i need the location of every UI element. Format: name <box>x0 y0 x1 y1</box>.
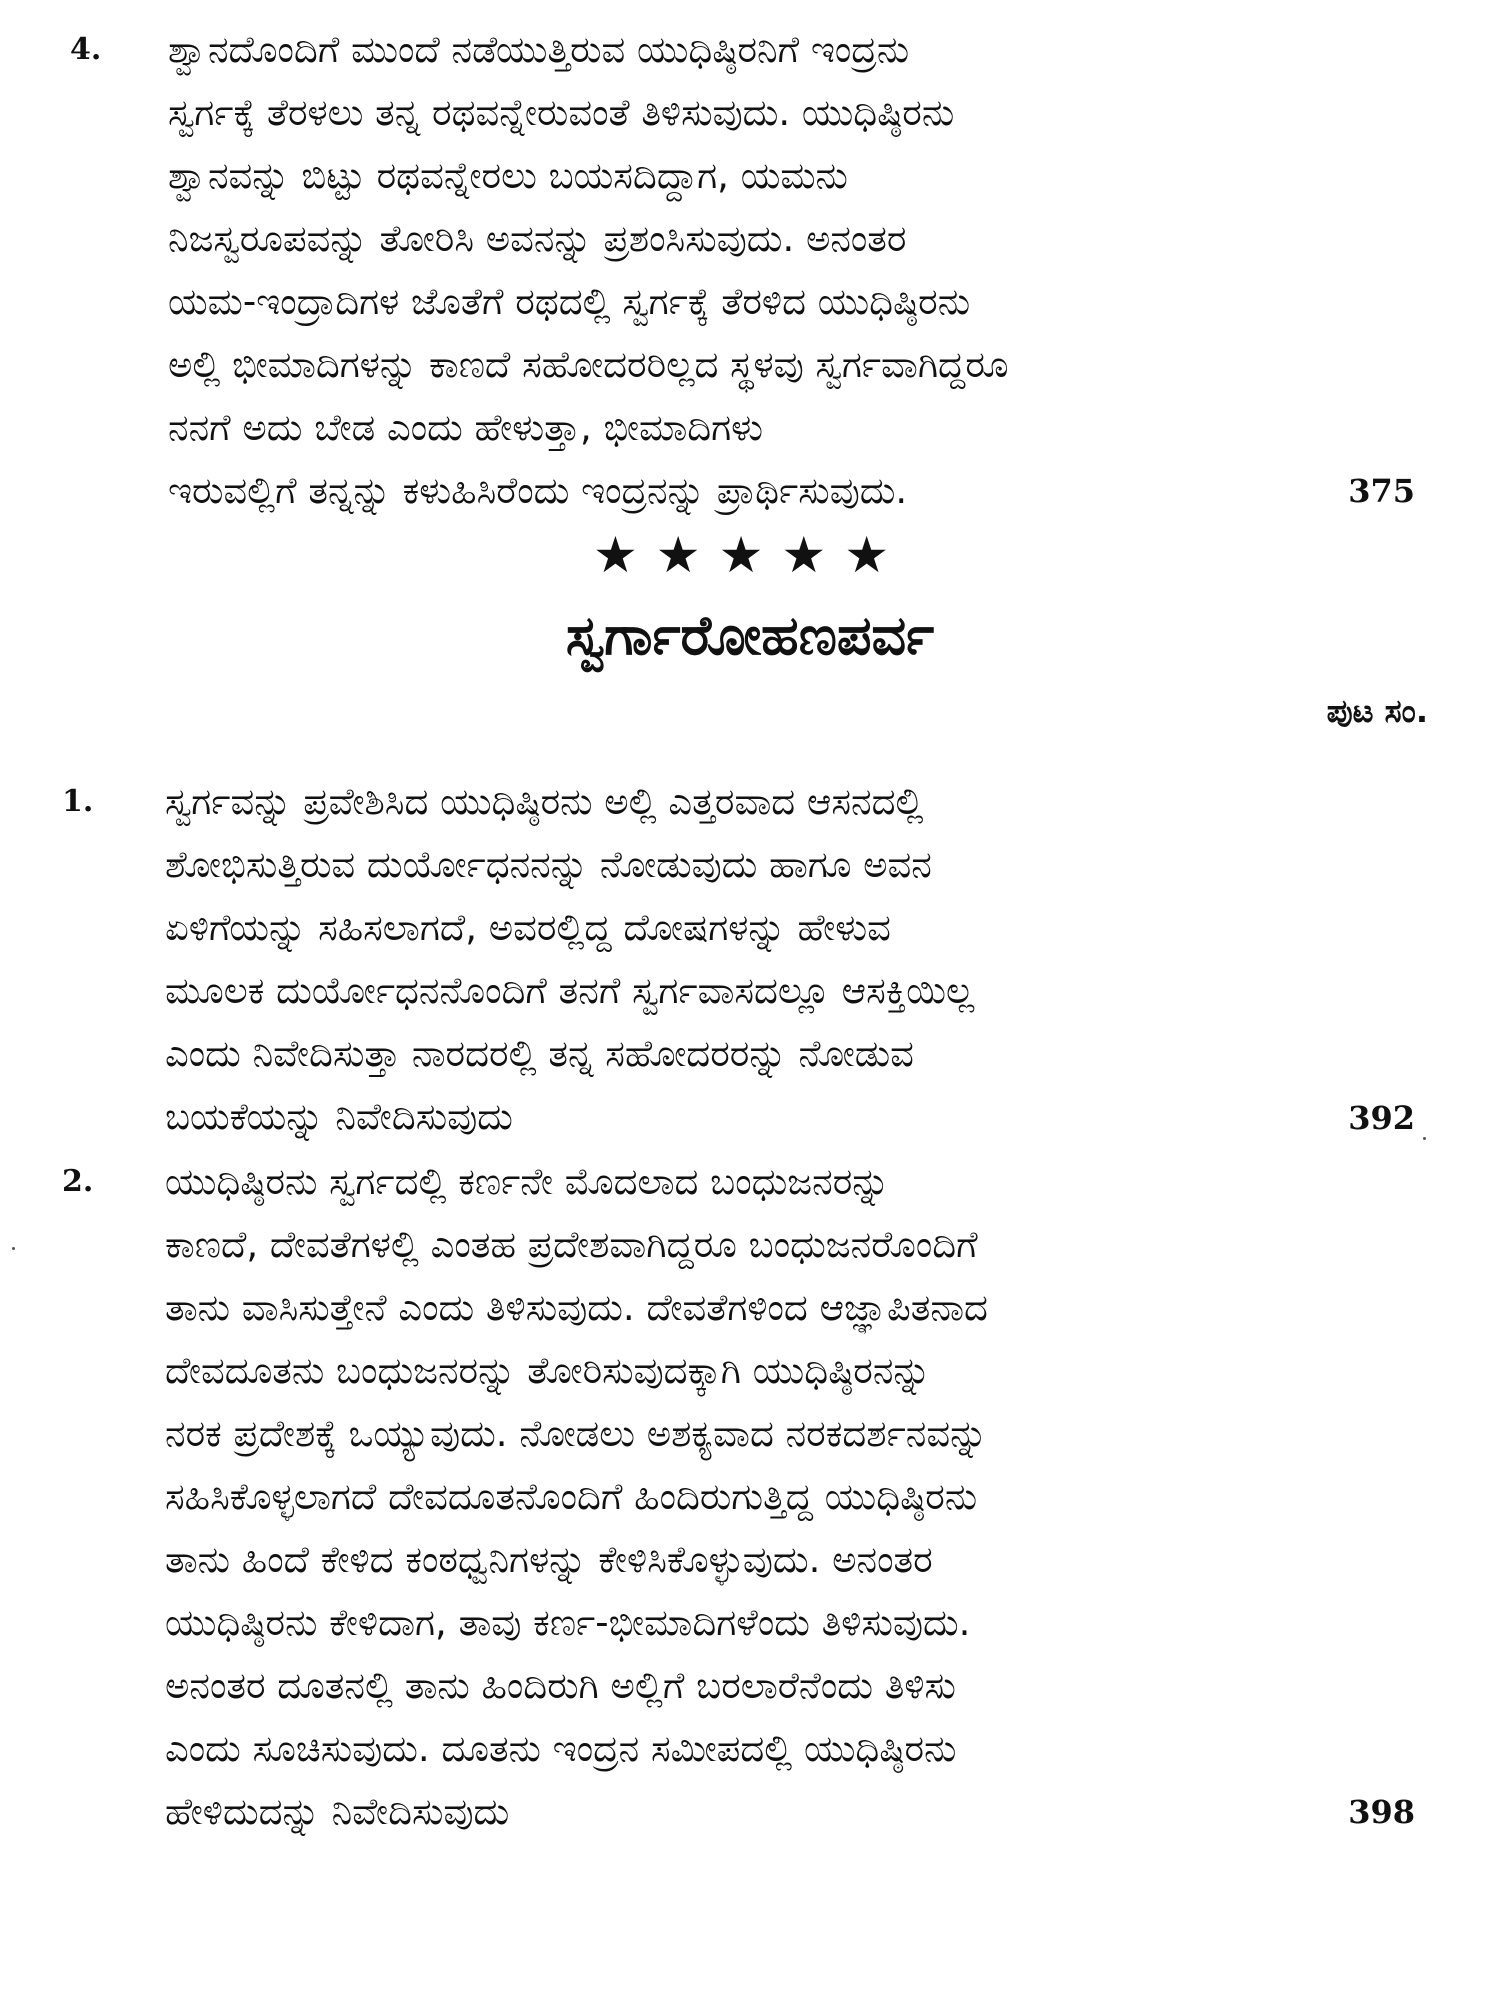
section-title: ಸ್ವರ್ಗಾರೋಹಣಪರ್ವ <box>565 604 935 667</box>
entry-line: ಯಮ-ಇಂದ್ರಾದಿಗಳ ಜೊತೆಗೆ ರಥದಲ್ಲಿ ಸ್ವರ್ಗಕ್ಕೆ ತೆರಳಿದ ಯುಧಿಷ್ಠಿರನು <box>168 280 971 323</box>
entry-line: ತಾನು ಹಿಂದೆ ಕೇಳಿದ ಕಂಠಧ್ವನಿಗಳನ್ನು ಕೇಳಿಸಿಕೊಳ್ಳುವುದು. ಅನಂತರ <box>165 1538 933 1581</box>
entry-line: ನನಗೆ ಅದು ಬೇಡ ಎಂದು ಹೇಳುತ್ತಾ, ಭೀಮಾದಿಗಳು <box>168 406 764 449</box>
page-number: 392 <box>1348 1099 1415 1137</box>
entry-line: ಕಾಣದೆ, ದೇವತೆಗಳಲ್ಲಿ ಎಂತಹ ಪ್ರದೇಶವಾಗಿದ್ದರೂ ಬಂಧುಜನರೊಂದಿಗೆ <box>165 1223 978 1266</box>
entry-line: ಶ್ವಾನದೊಂದಿಗೆ ಮುಂದೆ ನಡೆಯುತ್ತಿರುವ ಯುಧಿಷ್ಠಿರನಿಗೆ ಇಂದ್ರನು <box>168 28 910 71</box>
page-column-label: ಪುಟ ಸಂ. <box>1326 692 1428 730</box>
entry-line: ಇರುವಲ್ಲಿಗೆ ತನ್ನನ್ನು ಕಳುಹಿಸಿರೆಂದು ಇಂದ್ರನನ್ನು ಪ್ರಾರ್ಥಿಸುವುದು. <box>168 469 908 512</box>
scan-speck <box>1423 1137 1426 1140</box>
entry-line: ಸ್ವರ್ಗವನ್ನು ಪ್ರವೇಶಿಸಿದ ಯುಧಿಷ್ಠಿರನು ಅಲ್ಲಿ ಎತ್ತರವಾದ ಆಸನದಲ್ಲಿ <box>165 780 924 823</box>
entry-line: ನಿಜಸ್ವರೂಪವನ್ನು ತೋರಿಸಿ ಅವನನ್ನು ಪ್ರಶಂಸಿಸುವುದು. ಅನಂತರ <box>168 217 907 260</box>
entry-number: 4. <box>70 32 102 67</box>
entry-text <box>165 1150 1335 1843</box>
entry-line: ಸಹಿಸಿಕೊಳ್ಳಲಾಗದೆ ದೇವದೂತನೊಂದಿಗೆ ಹಿಂದಿರುಗುತ್ತಿದ್ದ ಯುಧಿಷ್ಠಿರನು <box>165 1475 978 1518</box>
entry-line: ಶೋಭಿಸುತ್ತಿರುವ ದುರ್ಯೋಧನನನ್ನು ನೋಡುವುದು ಹಾಗೂ ಅವನ <box>165 843 932 886</box>
entry-line: ಬಯಕೆಯನ್ನು ನಿವೇದಿಸುವುದು <box>165 1095 513 1138</box>
entry-line: ಶ್ವಾನವನ್ನು ಬಿಟ್ಟು ರಥವನ್ನೇರಲು ಬಯಸದಿದ್ದಾಗ, ಯಮನು <box>168 154 848 197</box>
entry-line: ಮೂಲಕ ದುರ್ಯೋಧನನೊಂದಿಗೆ ತನಗೆ ಸ್ವರ್ಗವಾಸದಲ್ಲೂ ಆಸಕ್ತಿಯಿಲ್ಲ <box>165 969 975 1012</box>
entry-line: ನರಕ ಪ್ರದೇಶಕ್ಕೆ ಒಯ್ಯುವುದು. ನೋಡಲು ಅಶಕ್ಯವಾದ ನರಕದರ್ಶನವನ್ನು <box>165 1412 988 1455</box>
entry-line: ಏಳಿಗೆಯನ್ನು ಸಹಿಸಲಾಗದೆ, ಅವರಲ್ಲಿದ್ದ ದೋಷಗಳನ್ನು ಹೇಳುವ <box>165 906 891 949</box>
entry-line: ಎಂದು ಸೂಚಿಸುವುದು. ದೂತನು ಇಂದ್ರನ ಸಮೀಪದಲ್ಲಿ ಯುಧಿಷ್ಠಿರನು <box>165 1727 957 1770</box>
entry-line: ಹೇಳಿದುದನ್ನು ನಿವೇದಿಸುವುದು <box>165 1790 510 1833</box>
entry-line: ತಾನು ವಾಸಿಸುತ್ತೇನೆ ಎಂದು ತಿಳಿಸುವುದು. ದೇವತೆಗಳಿಂದ ಆಜ್ಞಾಪಿತನಾದ <box>165 1286 988 1329</box>
entry-line: ಯುಧಿಷ್ಠಿರನು ಕೇಳಿದಾಗ, ತಾವು ಕರ್ಣ-ಭೀಮಾದಿಗಳೆಂದು ತಿಳಿಸುವುದು. <box>165 1601 971 1644</box>
page-number: 398 <box>1348 1793 1415 1831</box>
entry-line: ಸ್ವರ್ಗಕ್ಕೆ ತೆರಳಲು ತನ್ನ ರಥವನ್ನೇರುವಂತೆ ತಿಳಿಸುವುದು. ಯುಧಿಷ್ಠಿರನು <box>168 91 955 134</box>
scan-speck <box>12 1247 15 1250</box>
entry-text <box>168 18 1338 522</box>
entry-text <box>165 770 1335 1148</box>
entry-number: 1. <box>62 784 94 819</box>
star-separator: ★★★★★ <box>592 526 908 584</box>
page-number: 375 <box>1348 472 1415 510</box>
entry-number: 2. <box>62 1164 94 1199</box>
entry-line: ಅಲ್ಲಿ ಭೀಮಾದಿಗಳನ್ನು ಕಾಣದೆ ಸಹೋದರರಿಲ್ಲದ ಸ್ಥಳವು ಸ್ವರ್ಗವಾಗಿದ್ದರೂ <box>168 343 1009 386</box>
entry-line: ಎಂದು ನಿವೇದಿಸುತ್ತಾ ನಾರದರಲ್ಲಿ ತನ್ನ ಸಹೋದರರನ್ನು ನೋಡುವ <box>165 1032 914 1075</box>
entry-line: ಅನಂತರ ದೂತನಲ್ಲಿ ತಾನು ಹಿಂದಿರುಗಿ ಅಲ್ಲಿಗೆ ಬರಲಾರೆನೆಂದು ತಿಳಿಸು <box>165 1664 956 1707</box>
entry-line: ಯುಧಿಷ್ಠಿರನು ಸ್ವರ್ಗದಲ್ಲಿ ಕರ್ಣನೇ ಮೊದಲಾದ ಬಂಧುಜನರನ್ನು <box>165 1160 890 1203</box>
entry-line: ದೇವದೂತನು ಬಂಧುಜನರನ್ನು ತೋರಿಸುವುದಕ್ಕಾಗಿ ಯುಧಿಷ್ಠಿರನನ್ನು <box>165 1349 931 1392</box>
